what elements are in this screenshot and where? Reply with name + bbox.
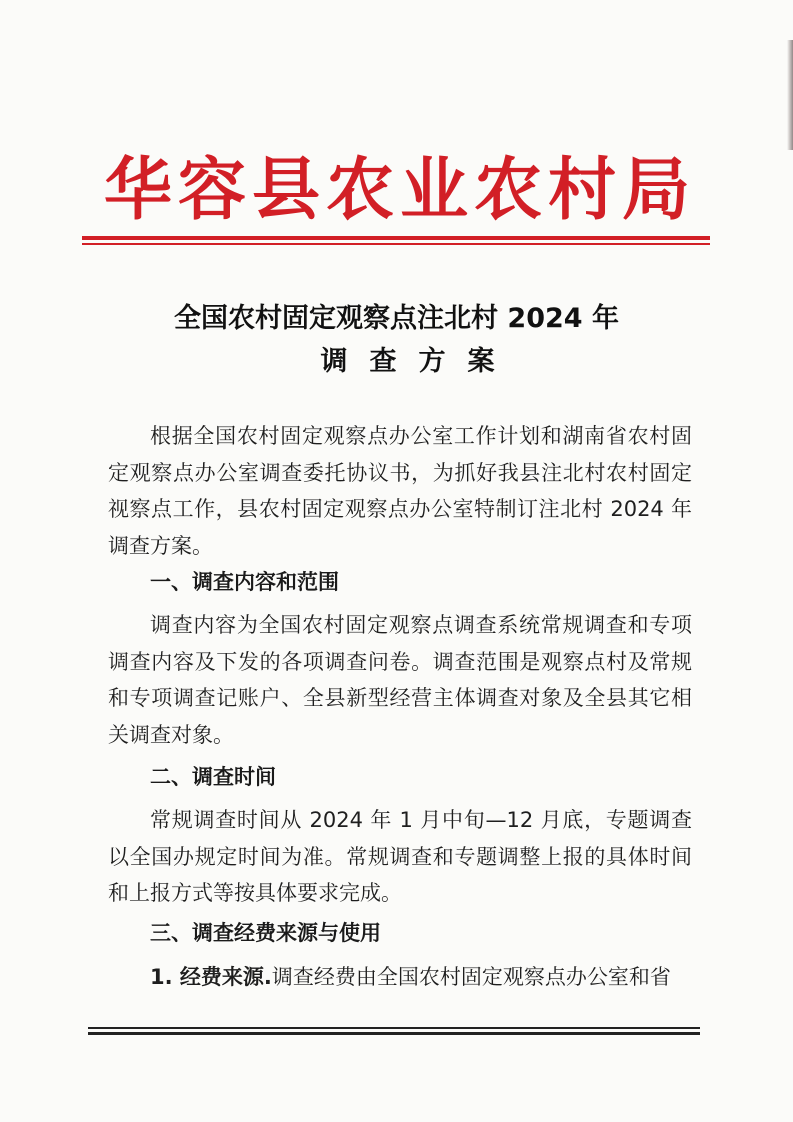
masthead-rule-thin: [82, 243, 710, 245]
intro-paragraph: 根据全国农村固定观察点办公室工作计划和湖南省农村固定观察点办公室调查委托协议书，为抓好我县注北村农村固定视察点工作，县农村固定观察点办公室特制订注北村 2024 年调查方案。: [108, 424, 692, 558]
section-heading-3: 三、调查经费来源与使用: [150, 921, 381, 945]
page-edge-shadow: [787, 40, 793, 150]
section-body-2: 常规调查时间从 2024 年 1 月中旬—12 月底，专题调查以全国办规定时间为准。常规调查和专题调整上报的具体时间和上报方式等按具体要求完成。: [108, 808, 692, 905]
agency-masthead: 华容县农业农村局: [103, 150, 696, 230]
document-title-line1: 全国农村固定观察点注北村 2024 年: [174, 303, 619, 334]
section-heading-2: 二、调查时间: [150, 765, 276, 789]
masthead-rule-thick: [82, 236, 710, 240]
section-heading-1: 一、调查内容和范围: [150, 570, 339, 594]
footer-rule-thick: [88, 1032, 700, 1035]
funding-source-label: 1. 经费来源.: [150, 965, 272, 989]
section-body-3: [108, 959, 692, 996]
footer-rule-thin: [88, 1027, 700, 1029]
section-body-1: 调查内容为全国农村固定观察点调查系统常规调查和专项调查内容及下发的各项调查问卷。调查范围是观察点村及常规和专项调查记账户、全县新型经营主体调查对象及全县其它相关调查对象。: [108, 613, 692, 747]
funding-source-text: 调查经费由全国农村固定观察点办公室和省: [271, 965, 671, 989]
document-title-line2: 调查方案: [320, 346, 517, 377]
